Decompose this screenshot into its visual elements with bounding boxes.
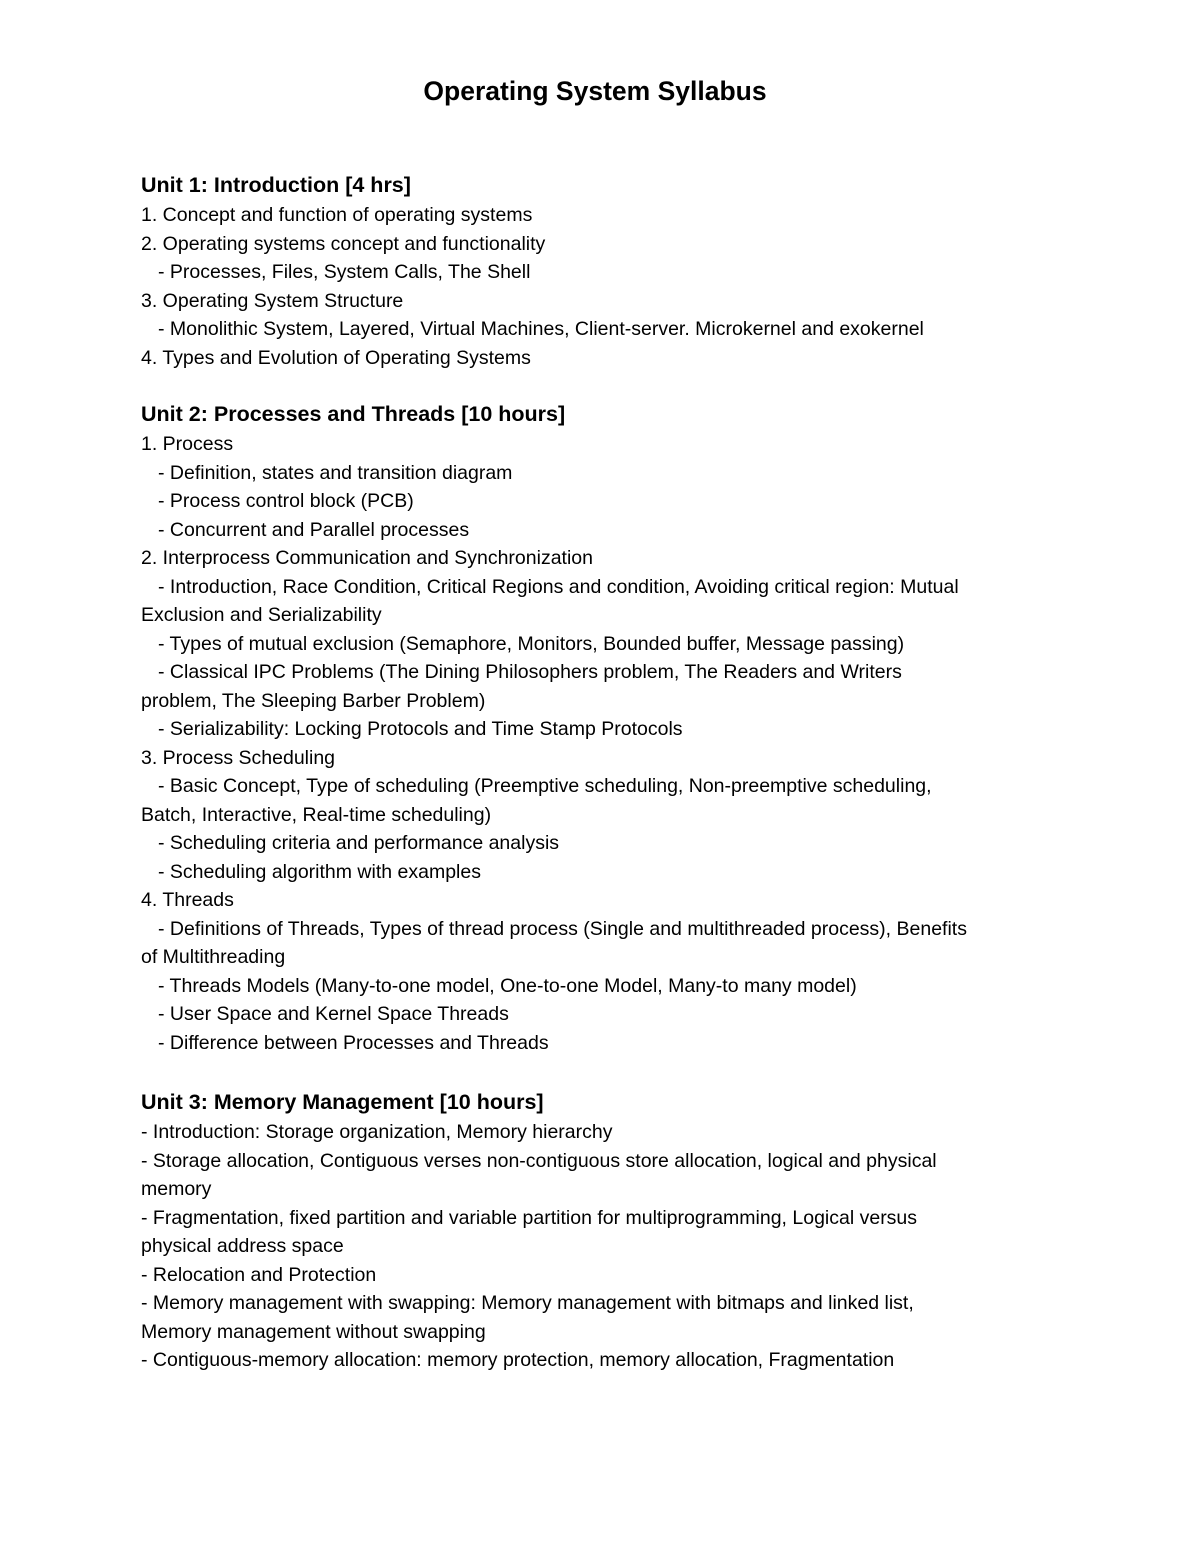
topic-line: 4. Types and Evolution of Operating Systems [141,346,531,369]
topic-line: - Storage allocation, Contiguous verses non-contiguous store allocation, logical and physical [141,1149,937,1172]
topic-line: - Fragmentation, fixed partition and variable partition for multiprogramming, Logical versus [141,1206,918,1229]
unit-heading: Unit 2: Processes and Threads [10 hours] [141,402,566,426]
sub-topic-line: - Concurrent and Parallel processes [158,518,470,541]
topic-line: 2. Interprocess Communication and Synchronization [141,547,593,569]
sub-topic-line: - Threads Models (Many-to-one model, One-to-one Model, Many-to many model) [158,974,857,997]
continuation-line: Memory management without swapping [141,1320,486,1343]
topic-line: 3. Operating System Structure [141,289,404,312]
sub-topic-line: - Basic Concept, Type of scheduling (Preemptive scheduling, Non-preemptive scheduling, [158,775,932,797]
continuation-line: physical address space [141,1235,344,1257]
sub-topic-line: - Process control block (PCB) [158,490,414,512]
continuation-line: of Multithreading [141,946,286,968]
sub-topic-line: - Processes, Files, System Calls, The Shell [158,261,531,283]
topic-line: 1. Concept and function of operating systems [141,204,533,226]
unit-heading: Unit 3: Memory Management [10 hours] [141,1090,544,1114]
continuation-line: Batch, Interactive, Real-time scheduling) [141,803,492,826]
sub-topic-line: - Monolithic System, Layered, Virtual Machines, Client-server. Microkernel and exokernel [158,318,924,340]
topic-line: - Introduction: Storage organization, Memory hierarchy [141,1121,613,1143]
sub-topic-line: - Serializability: Locking Protocols and Time Stamp Protocols [158,718,683,740]
topic-line: 3. Process Scheduling [141,746,336,769]
sub-topic-line: - User Space and Kernel Space Threads [158,1003,509,1025]
unit-line-list [141,201,1071,372]
sub-topic-line: - Definitions of Threads, Types of thread process (Single and multithreaded process), Benefits [158,917,967,940]
sub-topic-line: - Scheduling algorithm with examples [158,860,481,883]
sub-topic-line: - Definition, states and transition diagram [158,461,513,484]
topic-line: - Memory management with swapping: Memory management with bitmaps and linked list, [141,1292,914,1314]
unit-line-list [141,430,1071,1057]
continuation-line: problem, The Sleeping Barber Problem) [141,689,486,712]
sub-topic-line: - Classical IPC Problems (The Dining Philosophers problem, The Readers and Writers [158,661,902,683]
unit-1-section [141,170,1071,372]
unit-3-section [141,1087,1071,1375]
unit-2-section [141,399,1071,1057]
topic-line: 1. Process [141,433,234,455]
topic-line: 2. Operating systems concept and functionality [141,232,546,255]
unit-heading: Unit 1: Introduction [4 hrs] [141,173,411,197]
sub-topic-line: - Introduction, Race Condition, Critical Regions and condition, Avoiding critical region: Mutual [158,575,959,598]
topic-line: - Relocation and Protection [141,1263,377,1286]
topic-line: - Contiguous-memory allocation: memory protection, memory allocation, Fragmentation [141,1349,895,1371]
sub-topic-line: - Scheduling criteria and performance analysis [158,832,560,854]
continuation-line: memory [141,1178,212,1200]
continuation-line: Exclusion and Serializability [141,604,382,626]
topic-line: 4. Threads [141,889,234,911]
sub-topic-line: - Difference between Processes and Threads [158,1031,549,1054]
document-title: Operating System Syllabus [423,76,767,106]
sub-topic-line: - Types of mutual exclusion (Semaphore, Monitors, Bounded buffer, Message passing) [158,632,905,655]
unit-line-list [141,1118,1071,1375]
